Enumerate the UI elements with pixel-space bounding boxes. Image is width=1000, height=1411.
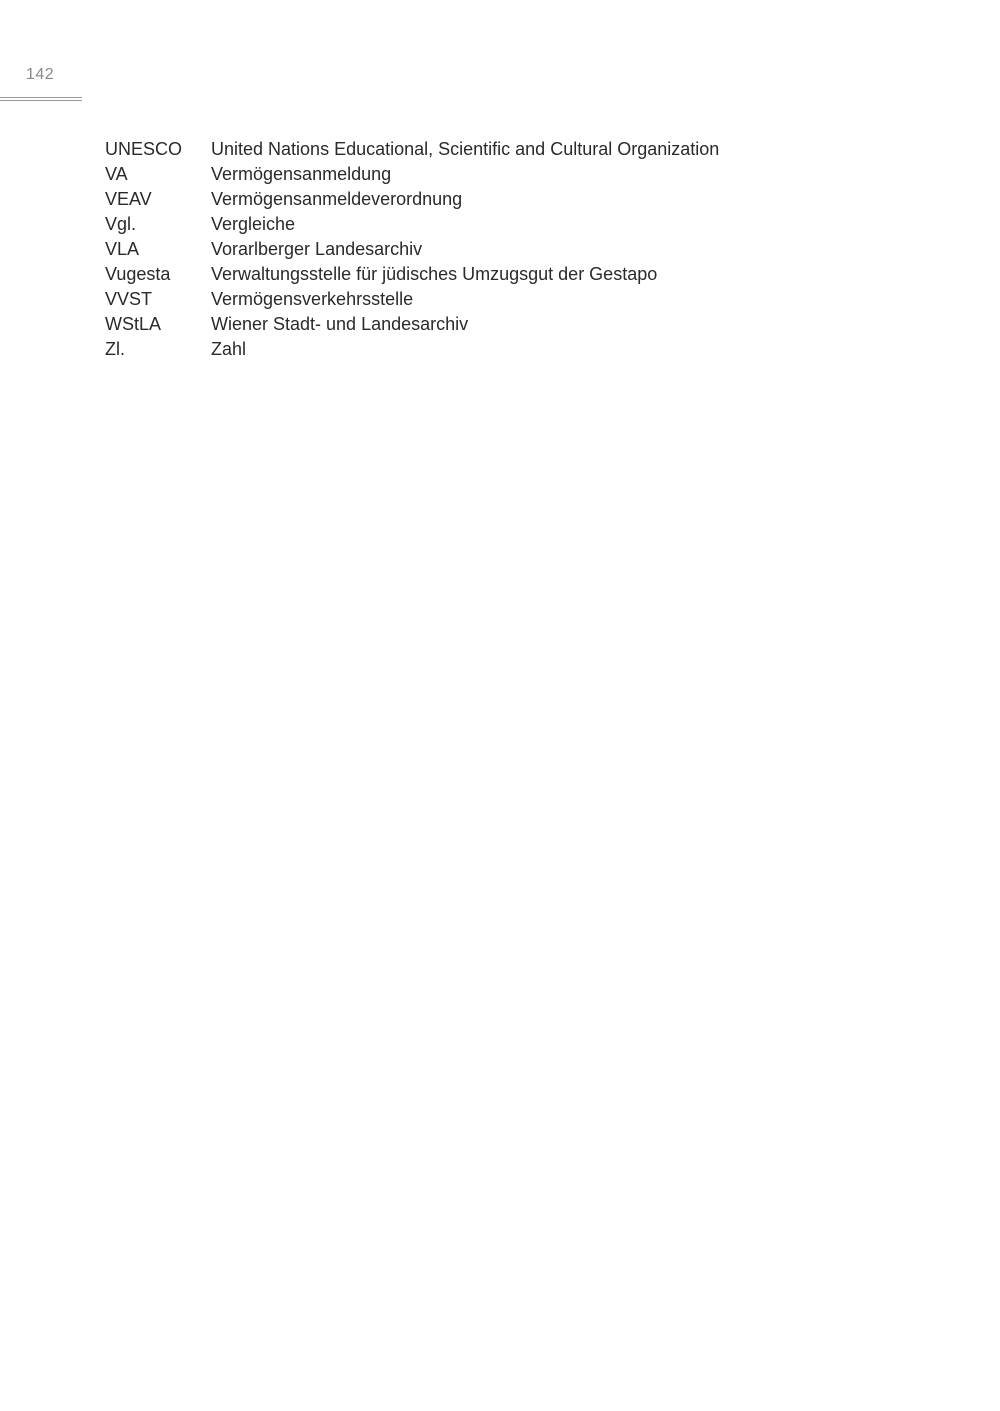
abbreviation-expansion: Vergleiche [211, 214, 296, 234]
abbreviation-expansion: Vermögensanmeldung [211, 164, 392, 184]
abbreviation: VEAV [105, 189, 152, 209]
abbreviation: VA [105, 164, 128, 184]
abbreviation-expansion: Wiener Stadt- und Landesarchiv [211, 314, 469, 334]
list-item [105, 212, 719, 237]
abbreviation-expansion: Zahl [211, 339, 247, 359]
abbreviation: Zl. [105, 339, 125, 359]
abbreviation: WStLA [105, 314, 162, 334]
abbreviation-list [105, 137, 719, 362]
list-item [105, 287, 719, 312]
abbreviation-expansion: United Nations Educational, Scientific and Cultural Organization [211, 139, 720, 159]
abbreviation: Vgl. [105, 214, 137, 234]
abbreviation: Vugesta [105, 264, 171, 284]
abbreviation: VVST [105, 289, 153, 309]
list-item [105, 137, 719, 162]
list-item [105, 262, 719, 287]
list-item [105, 237, 719, 262]
abbreviation-expansion: Vermögensanmeldeverordnung [211, 189, 463, 209]
page-number: 142 [26, 66, 55, 83]
list-item [105, 187, 719, 212]
abbreviation: UNESCO [105, 139, 183, 159]
abbreviation-expansion: Vermögensverkehrsstelle [211, 289, 414, 309]
list-item [105, 337, 719, 362]
abbreviation: VLA [105, 239, 140, 259]
list-item [105, 312, 719, 337]
abbreviation-expansion: Verwaltungsstelle für jüdisches Umzugsgut der Gestapo [211, 264, 658, 284]
header-rule [0, 97, 82, 101]
list-item [105, 162, 719, 187]
abbreviation-expansion: Vorarlberger Landesarchiv [211, 239, 423, 259]
